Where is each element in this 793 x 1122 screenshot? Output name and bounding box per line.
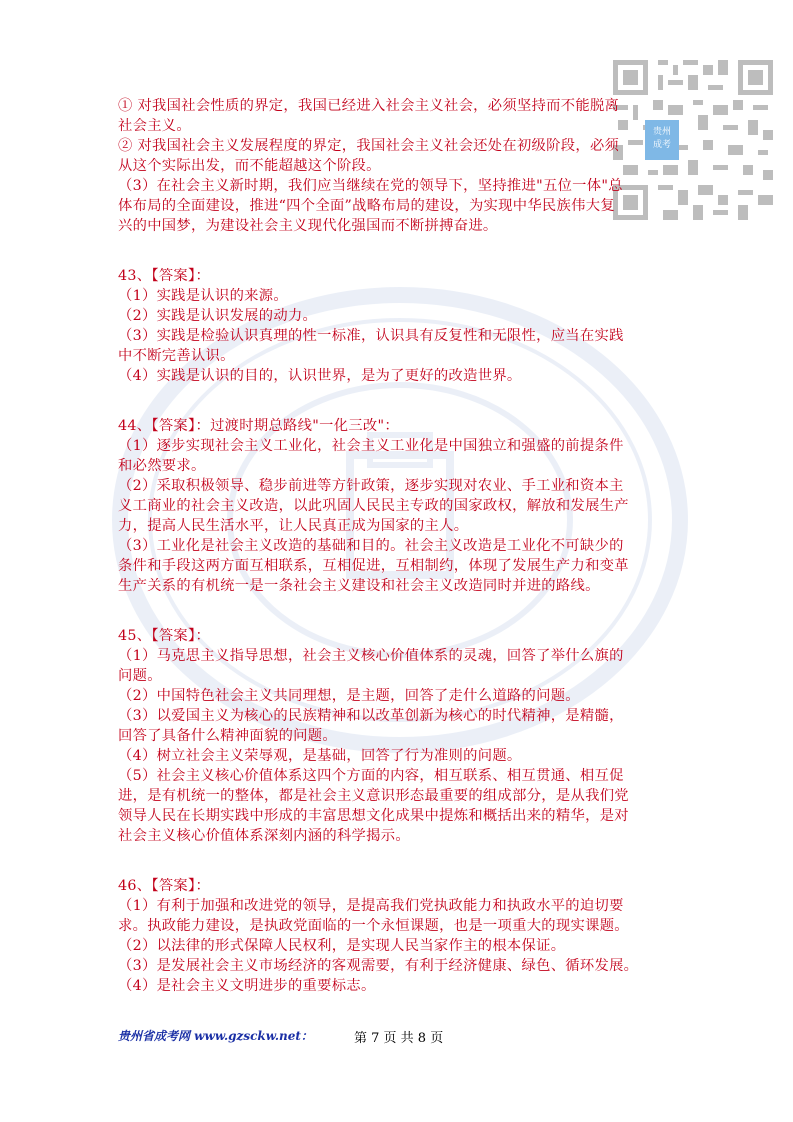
answer-line: 求。执政能力建设，是执政党面临的一个永恒课题，也是一项重大的现实课题。 <box>118 918 629 934</box>
answer-line: （2）中国特色社会主义共同理想，是主题，回答了走什么道路的问题。 <box>118 688 580 704</box>
intro-line: ② 对我国社会主义发展程度的界定，我国社会主义社会还处在初级阶段，必须 <box>118 138 620 154</box>
intro-line: 兴的中国梦，为建设社会主义现代化强国而不断拼搏奋进。 <box>118 218 498 234</box>
intro-line: （3）在社会主义新时期，我们应当继续在党的领导下，坚持推进"五位一体"总 <box>118 178 623 194</box>
answer-line: 力，提高人民生活水平，让人民真正成为国家的主人。 <box>118 518 469 534</box>
answer-line: （3）以爱国主义为核心的民族精神和以改革创新为核心的时代精神，是精髓， <box>118 708 624 724</box>
answer-line: （2）以法律的形式保障人民权利，是实现人民当家作主的根本保证。 <box>118 938 566 954</box>
intro-line: ① 对我国社会性质的界定，我国已经进入社会主义社会，必须坚持而不能脱离 <box>118 98 620 114</box>
answer-line: （4）是社会主义文明进步的重要标志。 <box>118 978 376 994</box>
answer-line: 条件和手段这两方面互相联系，互相促进，互相制约，体现了发展生产力和变革 <box>118 558 629 574</box>
answer-line: 生产关系的有机统一是一条社会主义建设和社会主义改造同时并进的路线。 <box>118 578 600 594</box>
answer-line: （2）采取积极领导、稳步前进等方针政策，逐步实现对农业、手工业和资本主 <box>118 478 624 494</box>
answer-heading: 45、【答案】： <box>118 628 211 644</box>
answer-line: 中不断完善认识。 <box>118 348 235 364</box>
page-number: 第 7 页 共 8 页 <box>354 1031 444 1046</box>
answer-line: （4）树立社会主义荣辱观，是基础，回答了行为准则的问题。 <box>118 748 522 764</box>
answer-line: 领导人民在长期实践中形成的丰富思想文化成果中提炼和概括出来的精华，是对 <box>118 808 629 824</box>
footer-site-link[interactable]: 贵州省成考网 www.gzsckw.net： <box>118 1029 313 1043</box>
answer-line: （1）马克思主义指导思想，社会主义核心价值体系的灵魂，回答了举什么旗的 <box>118 648 624 664</box>
answer-line: （3）是发展社会主义市场经济的客观需要，有利于经济健康、绿色、循环发展。 <box>118 958 639 974</box>
qr-badge: 贵州 成考 <box>645 120 679 160</box>
intro-block <box>118 96 678 236</box>
answer-line: 和必然要求。 <box>118 458 206 474</box>
answer-heading: 44、【答案】：过渡时期总路线"一化三改"： <box>118 418 399 434</box>
document-body <box>118 96 678 996</box>
answer-line: （3）工业化是社会主义改造的基础和目的。社会主义改造是工业化不可缺少的 <box>118 538 624 554</box>
answer-43 <box>118 266 678 386</box>
intro-line: 从这个实际出发，而不能超越这个阶段。 <box>118 158 381 174</box>
intro-line: 体布局的全面建设，推进“四个全面”战略布局的建设，为实现中华民族伟大复 <box>118 198 615 214</box>
answer-line: （2）实践是认识发展的动力。 <box>118 308 318 324</box>
answer-line: （1）逐步实现社会主义工业化，社会主义工业化是中国独立和强盛的前提条件 <box>118 438 624 454</box>
intro-line: 社会主义。 <box>118 118 191 134</box>
page-footer <box>118 1027 678 1047</box>
answer-line: （4）实践是认识的目的，认识世界，是为了更好的改造世界。 <box>118 368 522 384</box>
answer-line: （1）有利于加强和改进党的领导，是提高我们党执政能力和执政水平的迫切要 <box>118 898 624 914</box>
answer-46 <box>118 876 678 996</box>
answer-line: 义工商业的社会主义改造，以此巩固人民民主专政的国家政权，解放和发展生产 <box>118 498 629 514</box>
answer-44 <box>118 416 678 596</box>
answer-45 <box>118 626 678 846</box>
answer-heading: 46、【答案】： <box>118 878 211 894</box>
answer-line: （5）社会主义核心价值体系这四个方面的内容，相互联系、相互贯通、相互促 <box>118 768 624 784</box>
answer-line: 进，是有机统一的整体，都是社会主义意识形态最重要的组成部分，是从我们党 <box>118 788 629 804</box>
answer-heading: 43、【答案】： <box>118 268 211 284</box>
answer-line: 回答了具备什么精神面貌的问题。 <box>118 728 337 744</box>
answer-line: 问题。 <box>118 668 162 684</box>
answer-line: （3）实践是检验认识真理的性一标准，认识具有反复性和无限性，应当在实践 <box>118 328 624 344</box>
answer-line: （1）实践是认识的来源。 <box>118 288 288 304</box>
answer-line: 社会主义核心价值体系深刻内涵的科学揭示。 <box>118 828 410 844</box>
